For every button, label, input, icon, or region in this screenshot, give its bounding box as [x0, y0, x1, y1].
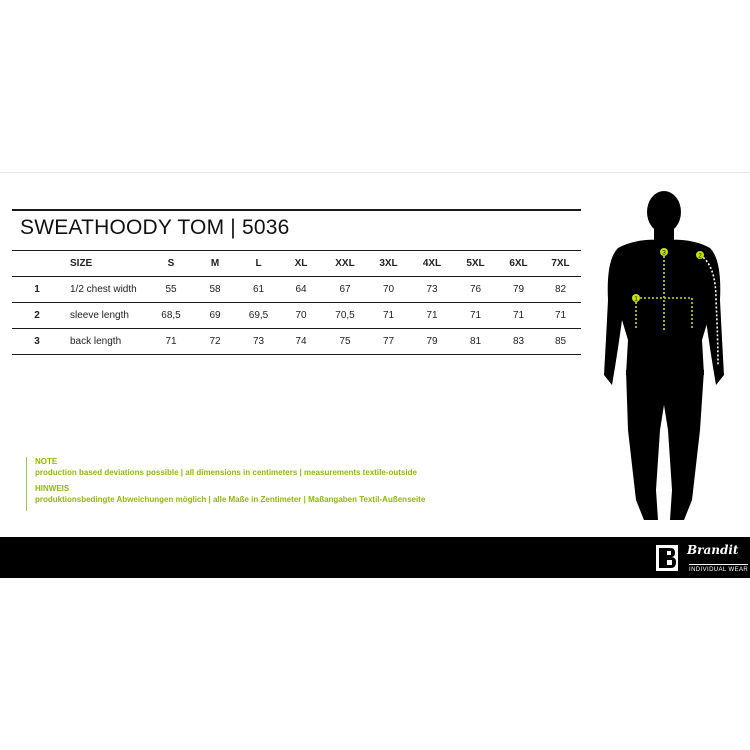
- size-table-container: [12, 250, 581, 355]
- table-cell: 70: [367, 277, 410, 303]
- svg-text:1: 1: [634, 296, 638, 303]
- size-col-header: XL: [279, 251, 323, 277]
- brand-tagline: INDIVIDUAL WEAR: [689, 564, 748, 573]
- table-cell: 71: [497, 303, 540, 329]
- size-col-header: M: [192, 251, 238, 277]
- body-silhouette: [604, 191, 724, 520]
- table-cell: 73: [410, 277, 454, 303]
- table-cell: 58: [192, 277, 238, 303]
- table-cell: 71: [150, 329, 192, 355]
- note-title-de: HINWEIS: [35, 484, 70, 493]
- size-col-header: 4XL: [410, 251, 454, 277]
- table-cell: 71: [540, 303, 581, 329]
- table-row: [12, 277, 581, 303]
- note-text-en: production based deviations possible | all dimensions in centimeters | measurements textile-outside: [35, 468, 417, 477]
- table-cell: 71: [454, 303, 497, 329]
- product-title: SWEATHOODY TOM | 5036: [20, 216, 290, 239]
- footer-bar: [0, 537, 750, 578]
- size-col-header: 7XL: [540, 251, 581, 277]
- table-cell: 73: [238, 329, 279, 355]
- table-cell: 81: [454, 329, 497, 355]
- size-header-row: [12, 251, 581, 277]
- size-col-header: 5XL: [454, 251, 497, 277]
- row-number: 1: [12, 277, 62, 303]
- table-row: [12, 329, 581, 355]
- note-title-en: NOTE: [35, 457, 58, 466]
- measurement-label: back length: [62, 329, 150, 355]
- body-measurement-figure: [596, 190, 736, 525]
- table-cell: 67: [323, 277, 367, 303]
- table-cell: 79: [410, 329, 454, 355]
- row-number: 2: [12, 303, 62, 329]
- size-col-header: 3XL: [367, 251, 410, 277]
- table-cell: 64: [279, 277, 323, 303]
- table-cell: 76: [454, 277, 497, 303]
- note-text-de: produktionsbedingte Abweichungen möglich | alle Maße in Zentimeter | Maßangaben Textil-Außenseite: [35, 495, 426, 504]
- size-col-header: 6XL: [497, 251, 540, 277]
- table-cell: 75: [323, 329, 367, 355]
- table-cell: 69: [192, 303, 238, 329]
- table-cell: 77: [367, 329, 410, 355]
- top-divider: [0, 172, 750, 173]
- table-row: [12, 303, 581, 329]
- row-number: 3: [12, 329, 62, 355]
- table-cell: 61: [238, 277, 279, 303]
- table-cell: 71: [410, 303, 454, 329]
- table-cell: 70,5: [323, 303, 367, 329]
- table-cell: 71: [367, 303, 410, 329]
- svg-text:3: 3: [662, 250, 666, 257]
- measurement-label: 1/2 chest width: [62, 277, 150, 303]
- size-header-label: SIZE: [62, 251, 150, 277]
- table-cell: 83: [497, 329, 540, 355]
- measurement-label: sleeve length: [62, 303, 150, 329]
- table-cell: 74: [279, 329, 323, 355]
- size-col-header: S: [150, 251, 192, 277]
- brand-name: Brandit: [687, 543, 739, 557]
- notes-block: [26, 457, 425, 511]
- table-cell: 70: [279, 303, 323, 329]
- table-cell: 82: [540, 277, 581, 303]
- svg-text:2: 2: [698, 253, 702, 260]
- title-rule: [12, 209, 581, 211]
- size-table: [12, 250, 581, 355]
- table-cell: 55: [150, 277, 192, 303]
- size-col-header: L: [238, 251, 279, 277]
- row-number-header: [12, 251, 62, 277]
- size-col-header: XXL: [323, 251, 367, 277]
- table-cell: 68,5: [150, 303, 192, 329]
- table-cell: 72: [192, 329, 238, 355]
- table-cell: 69,5: [238, 303, 279, 329]
- brand-logo-icon: [656, 545, 678, 571]
- table-cell: 79: [497, 277, 540, 303]
- table-cell: 85: [540, 329, 581, 355]
